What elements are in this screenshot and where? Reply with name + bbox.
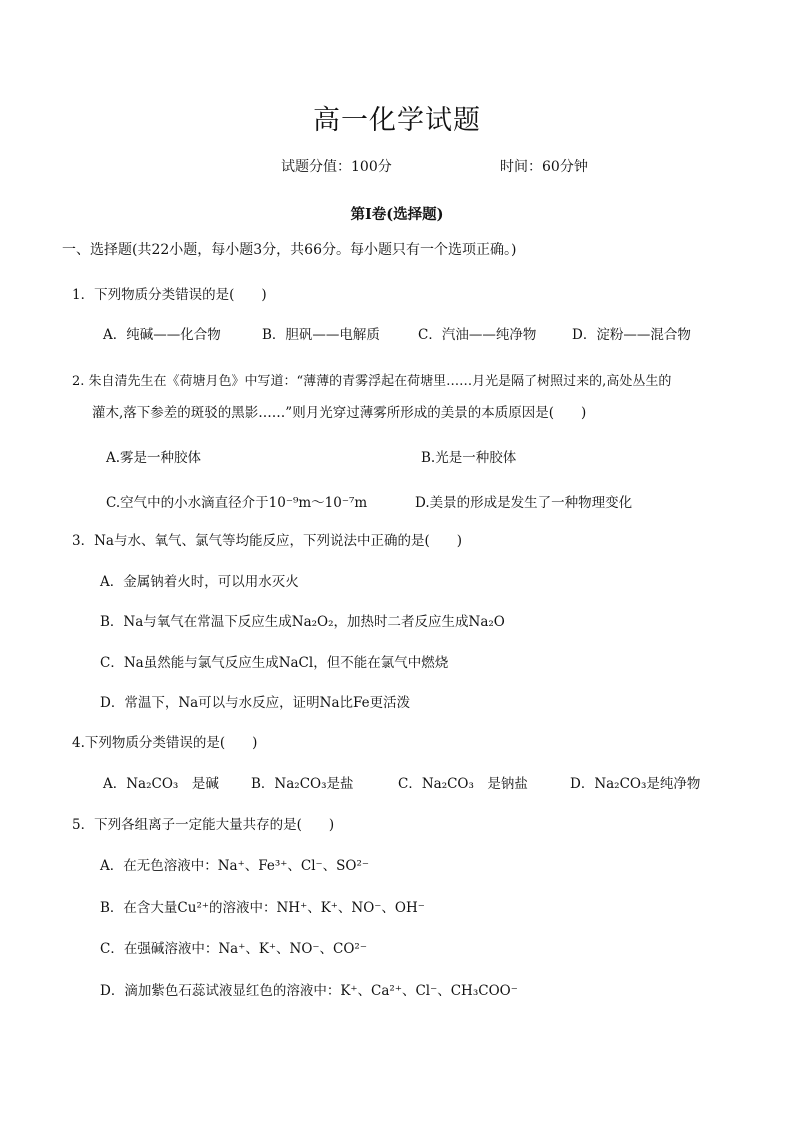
page-title: 高一化学试题	[313, 105, 481, 136]
question-1-option-a: A．纯碱——化合物	[103, 327, 221, 343]
question-3-option-b: B．Na与氧气在常温下反应生成Na₂O₂，加热时二者反应生成Na₂O	[100, 614, 505, 630]
question-3-stem: 3．Na与水、氧气、氯气等均能反应，下列说法中正确的是( )	[72, 533, 462, 549]
question-5-option-c: C．在强碱溶液中：Na⁺、K⁺、NO⁻、CO²⁻	[100, 941, 367, 957]
question-4-option-a: A．Na₂CO₃ 是碱	[103, 776, 219, 792]
question-2-stem-line-1: 2. 朱自清先生在《荷塘月色》中写道：“薄薄的青雾浮起在荷塘里……月光是隔了树照过来的,高处丛生的	[72, 374, 672, 389]
question-3-option-a: A．金属钠着火时，可以用水灭火	[100, 574, 299, 590]
time-info: 时间：60分钟	[500, 159, 588, 175]
question-3-option-c: C．Na虽然能与氯气反应生成NaCl，但不能在氯气中燃烧	[100, 655, 449, 671]
question-2-option-c: C.空气中的小水滴直径介于10⁻⁹m～10⁻⁷m	[106, 495, 368, 511]
instructions: 一、选择题(共22小题，每小题3分，共66分。每小题只有一个选项正确。)	[62, 242, 517, 258]
question-4-stem: 4.下列物质分类错误的是( )	[72, 735, 258, 751]
question-1-option-c: C．汽油——纯净物	[418, 327, 537, 343]
question-2-stem-line-2: 灌木,落下参差的斑驳的黑影……”则月光穿过薄雾所形成的美景的本质原因是( )	[92, 405, 587, 421]
question-4-option-c: C．Na₂CO₃ 是钠盐	[398, 776, 528, 792]
question-2-option-d: D.美景的形成是发生了一种物理变化	[415, 495, 633, 511]
question-1-option-b: B．胆矾——电解质	[262, 327, 380, 343]
question-1-option-d: D．淀粉——混合物	[572, 327, 691, 343]
question-1-stem: 1．下列物质分类错误的是( )	[72, 287, 267, 303]
question-5-option-b: B．在含大量Cu²⁺的溶液中：NH⁺、K⁺、NO⁻、OH⁻	[100, 900, 425, 916]
question-2-option-a: A.雾是一种胶体	[106, 450, 202, 466]
question-5-stem: 5．下列各组离子一定能大量共存的是( )	[72, 817, 335, 833]
question-4-option-b: B．Na₂CO₃是盐	[251, 776, 354, 792]
question-5-option-a: A．在无色溶液中：Na⁺、Fe³⁺、Cl⁻、SO²⁻	[100, 858, 370, 874]
question-3-option-d: D．常温下，Na可以与水反应，证明Na比Fe更活泼	[100, 695, 411, 711]
question-2-option-b: B.光是一种胶体	[421, 450, 517, 466]
score-info: 试题分值：100分	[281, 159, 392, 175]
question-4-option-d: D．Na₂CO₃是纯净物	[570, 776, 701, 792]
section-title: 第Ⅰ卷(选择题)	[350, 206, 444, 223]
question-5-option-d: D．滴加紫色石蕊试液显红色的溶液中：K⁺、Ca²⁺、Cl⁻、CH₃COO⁻	[100, 983, 518, 999]
